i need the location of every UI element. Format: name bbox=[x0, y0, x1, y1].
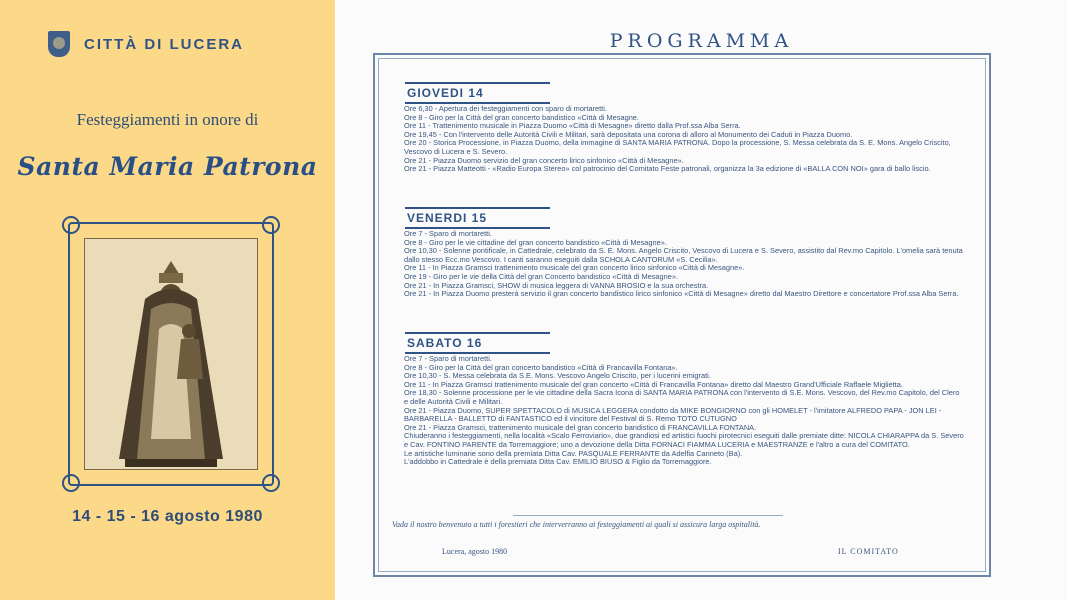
event-item: Ore 8 - Giro per la Città del gran concerto bandistico «Città di Mesagne. bbox=[404, 112, 639, 122]
event-item: Ore 10,30 - Solenne pontificale, in Cattedrale, celebrato da S. E. Mons. Angelo Criscito, Vescovo di Lucera e S. Severo, assistito dal Rev.mo Capitolo. L'omelia sarà tenuta dallo stesso Ecc.mo Vescovo. I canti saranno eseguiti dalla SCHOLA CANTORUM «S. Cecilia». bbox=[404, 246, 963, 264]
day-heading-friday bbox=[405, 207, 550, 229]
madonna-image-frame bbox=[68, 222, 274, 486]
festival-dates: 14 - 15 - 16 agosto 1980 bbox=[72, 508, 263, 525]
event-item: Ore 19,45 - Con l'intervento delle Autorità Civili e Militari, sarà depositata una corona di alloro al Monumento dei Caduti in Piazza Duomo. bbox=[404, 129, 853, 139]
event-item: Ore 21 - Piazza Gramsci, trattenimento musicale del gran concerto bandistico di FRANCAVILLA FONTANA. bbox=[404, 422, 757, 432]
day-heading-thursday bbox=[405, 82, 550, 104]
event-item: Ore 8 - Giro per le vie cittadine del gran concerto bandistico «Città di Mesagne». bbox=[404, 237, 667, 247]
event-item: Chiuderanno i festeggiamenti, nella località «Scalo Ferroviario», due grandiosi ed artistici fuochi pirotecnici eseguiti dalle premiate ditte: NICOLA CHIARAPPA da S. Severo e Cav. FONTINO PARENTE da Torremaggiore; uno a devozione della Ditta FORNACI FIAMMA LUCERIA e MAESTRANZE e l'altro a cura del COMITATO. bbox=[404, 431, 964, 449]
day-events-saturday bbox=[404, 355, 964, 467]
programme-title: PROGRAMMA bbox=[609, 30, 794, 52]
brochure-cover bbox=[0, 0, 335, 600]
day-label: GIOVEDI 14 bbox=[407, 86, 484, 100]
event-item: Ore 10,30 - S. Messa celebrata da S.E. Mons. Vescovo Angelo Criscito, per i lucerini emigrati. bbox=[404, 371, 711, 381]
madonna-statue-illustration bbox=[85, 239, 257, 469]
event-item: Ore 20 - Storica Processione, in Piazza Duomo, della immagine di SANTA MARIA PATRONA. Dopo la processione, S. Messa celebrata da S. E. Mons. Angelo Criscito, Vescovo di Lucera e S. Severo. bbox=[404, 138, 951, 156]
event-item: Ore 8 - Giro per la Città del gran concerto bandistico «Città di Francavilla Fontana». bbox=[404, 362, 678, 372]
frame-ornament bbox=[62, 216, 80, 234]
place-date: Lucera, agosto 1980 bbox=[442, 547, 508, 556]
day-heading-saturday bbox=[405, 332, 550, 354]
event-item: Ore 21 - Piazza Duomo servizio del gran concerto lirico sinfonico «Città di Mesagne». bbox=[404, 155, 684, 165]
event-item: Ore 21 - Piazza Duomo, SUPER SPETTACOLO di MUSICA LEGGERA condotto da MIKE BONGIORNO con gli HOMELET - l'imitatore ALFREDO PAPA - JON LEI - BARBARELLA - BALLETTO di FANTASTICO ed il vincitore del Festival di S. Remo TOTO CUTUGNO bbox=[404, 405, 942, 424]
event-item: Ore 18,30 - Solenne processione per le vie cittadine della Sacra Icona di SANTA MARIA PATRONA con l'intervento di S.E. Mons. Vescovo, del Rev.mo Capitolo, del Clero e delle Autorità Civili e Militari. bbox=[404, 388, 960, 406]
frame-ornament bbox=[262, 216, 280, 234]
day-events-thursday bbox=[404, 105, 964, 174]
programme-page bbox=[336, 0, 1067, 600]
day-events-friday bbox=[404, 230, 964, 299]
madonna-statue-image bbox=[84, 238, 258, 470]
event-item: Ore 11 - Trattenimento musicale in Piazza Duomo «Città di Mesagne» diretto dalla Prof.ssa Alba Serra. bbox=[404, 121, 741, 131]
patron-title: Santa Maria Patrona bbox=[17, 152, 318, 181]
event-item: Ore 21 - In Piazza Duomo presterà servizio il gran concerto bandistico lirico sinfonico «Città di Mesagne» diretto dal Maestro Direttore e concertatore Prof.ssa Alba Serra. bbox=[404, 289, 959, 299]
frame-ornament bbox=[62, 474, 80, 492]
city-header bbox=[48, 27, 308, 61]
event-item: Ore 7 - Sparo di mortaretti. bbox=[404, 229, 492, 238]
frame-ornament bbox=[262, 474, 280, 492]
event-item: Ore 6,30 - Apertura dei festeggiamenti con sparo di mortaretti. bbox=[404, 104, 607, 113]
event-item: Ore 11 - In Piazza Gramsci trattenimento musicale del gran concerto lirico sinfonico «Città di Mesagne». bbox=[404, 263, 745, 273]
festivities-subtitle: Festeggiamenti in onore di bbox=[76, 110, 259, 129]
programme-sheet bbox=[373, 53, 991, 577]
event-item: L'addobbo in Cattedrale è della premiata Ditta Cav. EMILIO BIUSO & Figlio da Torremaggiore. bbox=[404, 457, 712, 467]
event-item: Ore 7 - Sparo di mortaretti. bbox=[404, 354, 492, 363]
committee-signature: IL COMITATO bbox=[838, 547, 899, 556]
event-item: Ore 21 - In Piazza Gramsci, SHOW di musica leggera di VANNA BROSIO e la sua orchestra. bbox=[404, 280, 709, 290]
event-item: Ore 21 - Piazza Matteotti - «Radio Europa Stereo» col patrocinio del Comitato Feste patronali, organizza la 3a edizione di «BALLA CON NOI» gara di ballo liscio. bbox=[404, 164, 931, 174]
city-crest-icon bbox=[48, 31, 70, 57]
welcome-note: Vada il nostro benvenuto a tutti i forestieri che interverranno ai festeggiamenti ai quali si assicura larga ospitalità. bbox=[392, 520, 761, 529]
event-item: Le artistiche luminarie sono della premiata Ditta Cav. PASQUALE FERRANTE da Adelfia Canneto (Ba). bbox=[404, 448, 743, 458]
day-label: SABATO 16 bbox=[407, 336, 483, 350]
day-label: VENERDI 15 bbox=[407, 211, 488, 225]
event-item: Ore 11 - In Piazza Gramsci trattenimento musicale del gran concerto «Città di Francavilla Fontana» diretto dal Maestro Grand'Ufficiale Raffaele Miglietta. bbox=[404, 379, 903, 389]
event-item: Ore 19 - Giro per le vie della Città del gran Concerto bandistico «Città di Mesagne». bbox=[404, 271, 679, 281]
city-name: CITTÀ DI LUCERA bbox=[84, 35, 244, 53]
divider bbox=[513, 515, 783, 516]
